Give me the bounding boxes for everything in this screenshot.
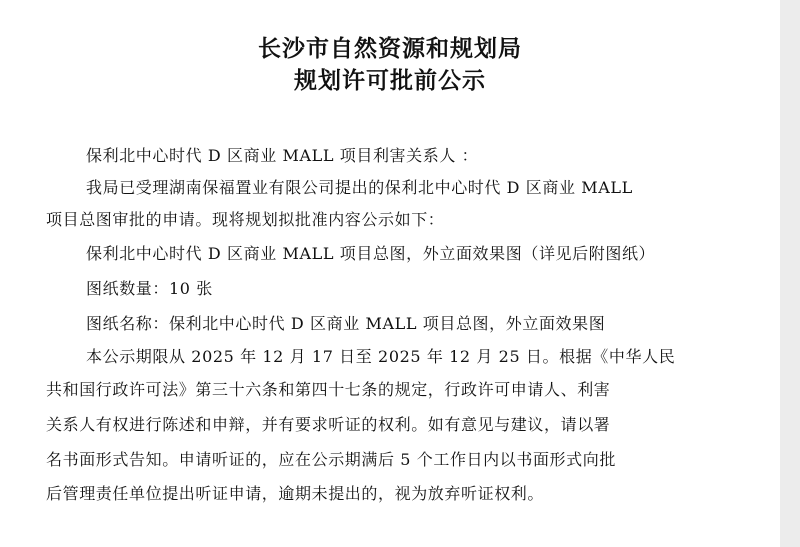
paragraph-line: 保利北中心时代 D 区商业 MALL 项目总图，外立面效果图（详见后附图纸） — [86, 244, 656, 263]
paragraph-line: 共和国行政许可法》第三十六条和第四十七条的规定，行政许可申请人、利害 — [46, 380, 611, 399]
paragraph-line: 本公示期限从 2025 年 12 月 17 日至 2025 年 12 月 25 日。根据《中华人民 — [86, 347, 676, 366]
document-title: 长沙市自然资源和规划局 — [258, 36, 522, 62]
page-edge — [780, 0, 800, 547]
paragraph-line: 图纸名称：保利北中心时代 D 区商业 MALL 项目总图，外立面效果图 — [86, 314, 606, 333]
document-subtitle: 规划许可批前公示 — [294, 68, 486, 94]
paragraph-line: 名书面形式告知。申请听证的，应在公示期满后 5 个工作日内以书面形式向批 — [46, 450, 616, 469]
addressee-line: 保利北中心时代 D 区商业 MALL 项目利害关系人 ： — [86, 146, 479, 165]
paragraph-line: 图纸数量：10 张 — [86, 279, 213, 298]
paragraph-line: 我局已受理湖南保福置业有限公司提出的保利北中心时代 D 区商业 MALL — [86, 178, 633, 197]
paragraph-line: 项目总图审批的申请。现将规划拟批准内容公示如下： — [46, 210, 445, 229]
paragraph-line: 关系人有权进行陈述和申辩，并有要求听证的权利。如有意见与建议，请以署 — [46, 415, 611, 434]
paragraph-line: 后管理责任单位提出听证申请，逾期未提出的，视为放弃听证权利。 — [46, 484, 545, 503]
